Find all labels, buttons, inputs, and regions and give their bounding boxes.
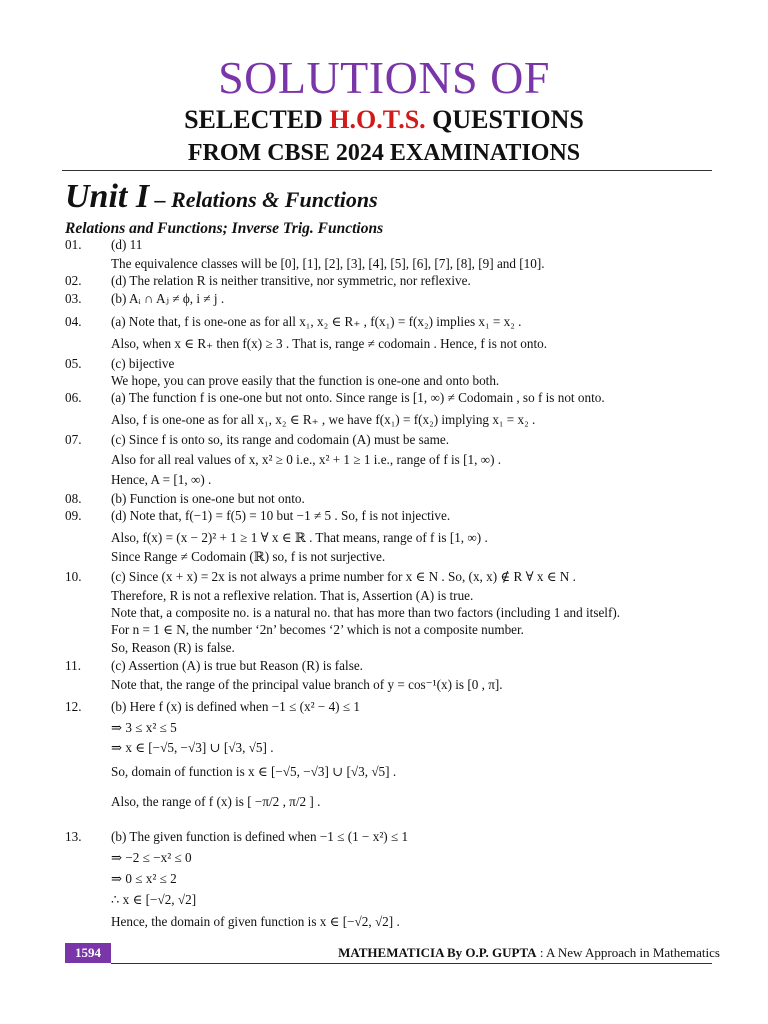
solution-number: 12.: [65, 699, 82, 714]
solution-line: (b) The given function is defined when −1 ≤ (1 − x²) ≤ 1: [111, 829, 409, 844]
solution-line: (c) Since (x + x) = 2x is not always a prime number for x ∈ N . So, (x, x) ∉ R ∀ x ∈ N .: [111, 569, 576, 584]
title-line-2-post: QUESTIONS: [425, 105, 584, 134]
unit-heading: [65, 176, 378, 221]
title-line-2-pre: SELECTED: [184, 105, 330, 134]
solution-number: 06.: [65, 390, 82, 405]
solution-line: (c) Assertion (A) is true but Reason (R) is false.: [111, 658, 363, 673]
solution-line: Hence, A = [1, ∞) .: [111, 472, 212, 487]
solution-line: (b) Here f (x) is defined when −1 ≤ (x² − 4) ≤ 1: [111, 699, 360, 714]
footer-divider: [111, 963, 712, 964]
solution-number: 11.: [65, 658, 81, 673]
solution-number: 02.: [65, 273, 82, 288]
solution-line: Also, the range of f (x) is [ −π/2 , π/2 ] .: [111, 794, 321, 809]
solution-line: Since Range ≠ Codomain (ℝ) so, f is not surjective.: [111, 549, 386, 564]
solution-line: ⇒ 0 ≤ x² ≤ 2: [111, 871, 177, 886]
solution-line: Hence, the domain of given function is x ∈ [−√2, √2] .: [111, 914, 400, 929]
solution-line: (a) Note that, f is one-one as for all x₁, x₂ ∈ R₊ , f(x₁) = f(x₂) implies x₁ = x₂ .: [111, 314, 522, 329]
solution-number: 03.: [65, 291, 82, 306]
solution-line: (d) The relation R is neither transitive, nor symmetric, nor reflexive.: [111, 273, 471, 288]
header-divider: [62, 170, 712, 171]
solution-line: We hope, you can prove easily that the function is one-one and onto both.: [111, 373, 500, 388]
solution-number: 10.: [65, 569, 82, 584]
solution-line: The equivalence classes will be [0], [1], [2], [3], [4], [5], [6], [7], [8], [9] and [10].: [111, 256, 545, 271]
solution-line: (b) Function is one-one but not onto.: [111, 491, 305, 506]
solution-line: Note that, the range of the principal value branch of y = cos⁻¹(x) is [0 , π].: [111, 677, 503, 692]
solution-line: (a) The function f is one-one but not onto. Since range is [1, ∞) ≠ Codomain , so f is not onto.: [111, 390, 605, 405]
solution-line: Also, f is one-one as for all x₁, x₂ ∈ R₊ , we have f(x₁) = f(x₂) implying x₁ = x₂ .: [111, 412, 536, 427]
section-heading: Relations and Functions; Inverse Trig. Functions: [65, 220, 384, 237]
title-line-1: SOLUTIONS OF: [218, 52, 550, 103]
solution-line: (c) Since f is onto so, its range and codomain (A) must be same.: [111, 432, 450, 447]
solution-line: ⇒ 3 ≤ x² ≤ 5: [111, 720, 177, 735]
solution-number: 09.: [65, 508, 82, 523]
solution-number: 04.: [65, 314, 82, 329]
footer-text: [338, 944, 720, 962]
solution-line: ⇒ x ∈ [−√5, −√3] ∪ [√3, √5] .: [111, 740, 274, 755]
solution-line: (d) Note that, f(−1) = f(5) = 10 but −1 ≠ 5 . So, f is not injective.: [111, 508, 451, 523]
solution-line: So, Reason (R) is false.: [111, 640, 235, 655]
page-number: 1594: [65, 943, 111, 963]
solution-line: Also for all real values of x, x² ≥ 0 i.e., x² + 1 ≥ 1 i.e., range of f is [1, ∞) .: [111, 452, 502, 467]
title-line-3: FROM CBSE 2024 EXAMINATIONS: [187, 140, 581, 166]
solution-line: ⇒ −2 ≤ −x² ≤ 0: [111, 850, 192, 865]
footer-tagline: : A New Approach in Mathematics: [536, 945, 720, 960]
solution-line: For n = 1 ∈ N, the number ‘2n’ becomes ‘2’ which is not a composite number.: [111, 622, 524, 637]
solution-number: 05.: [65, 356, 82, 371]
solution-number: 01.: [65, 237, 82, 252]
solution-number: 08.: [65, 491, 82, 506]
title-line-2: [0, 104, 768, 136]
solution-line: So, domain of function is x ∈ [−√5, −√3] ∪ [√3, √5] .: [111, 764, 397, 779]
solution-line: (d) 11: [111, 237, 143, 252]
solution-line: Also, when x ∈ R₊ then f(x) ≥ 3 . That is, range ≠ codomain . Hence, f is not onto.: [111, 336, 548, 351]
title-hots: H.O.T.S.: [329, 105, 426, 134]
unit-title: Unit I: [65, 178, 150, 215]
solution-number: 07.: [65, 432, 82, 447]
solution-line: (c) bijective: [111, 356, 175, 371]
solution-line: Also, f(x) = (x − 2)² + 1 ≥ 1 ∀ x ∈ ℝ . That means, range of f is [1, ∞) .: [111, 530, 488, 545]
solution-number: 13.: [65, 829, 82, 844]
solution-line: ∴ x ∈ [−√2, √2]: [111, 892, 197, 907]
solution-line: Note that, a composite no. is a natural no. that has more than two factors (including 1 and itself).: [111, 605, 621, 620]
unit-subtitle: – Relations & Functions: [149, 187, 378, 212]
solution-line: (b) Aᵢ ∩ Aⱼ ≠ ϕ, i ≠ j .: [111, 291, 225, 306]
footer-brand: MATHEMATICIA By O.P. GUPTA: [338, 945, 537, 960]
solution-line: Therefore, R is not a reflexive relation. That is, Assertion (A) is true.: [111, 588, 474, 603]
